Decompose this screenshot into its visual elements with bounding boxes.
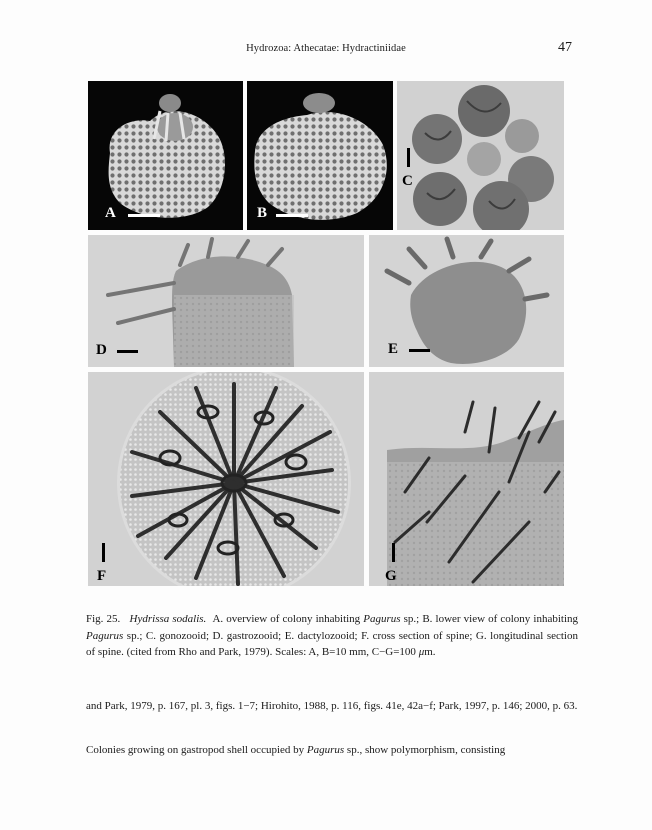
scale-bar-c <box>407 148 410 167</box>
caption-fig-label: Fig. 25. <box>86 613 121 625</box>
caption-text-3: sp.; C. gonozooid; D. gastrozooid; E. dactylozooid; F. cross section of spine; G. longitudinal section of spine. (cited from Rho and Park, 1979). Scales: A, B=10 mm, C−G=100 <box>86 629 578 658</box>
colony-photo-b <box>247 81 393 230</box>
scale-bar-f <box>102 543 105 562</box>
figure-panel-a <box>88 81 243 230</box>
panel-label-c: C <box>402 173 413 189</box>
scale-bar-e <box>409 349 430 352</box>
figure-panel-e <box>369 235 564 367</box>
scale-bar-g <box>392 543 395 562</box>
caption-text-2: sp.; B. lower view of colony inhabiting <box>400 613 579 625</box>
caption-genus-1: Pagurus <box>363 613 401 625</box>
dactylozooid-photo <box>369 235 564 367</box>
scale-bar-d <box>117 350 138 353</box>
caption-unit-mu: μ <box>418 646 425 658</box>
gonozooid-photo <box>397 81 564 230</box>
panel-label-e: E <box>388 341 399 357</box>
body-text-start: Colonies growing on gastropod shell occupied by <box>86 744 307 756</box>
panel-label-a: A <box>105 205 116 221</box>
gastrozooid-photo <box>88 235 364 367</box>
scale-bar-b <box>276 214 308 217</box>
figure-panel-c <box>397 81 564 230</box>
panel-label-d: D <box>96 342 107 358</box>
caption-genus-2: Pagurus <box>86 629 124 642</box>
running-head: Hydrozoa: Athecatae: Hydractiniidae <box>246 43 406 54</box>
scale-bar-a <box>128 214 160 217</box>
page-number: 47 <box>558 40 572 55</box>
figure-caption <box>86 611 578 661</box>
figure-panel-b <box>247 81 393 230</box>
spine-longitudinal-section-photo <box>369 372 564 586</box>
body-paragraph-description <box>86 742 578 759</box>
panel-label-f: F <box>97 568 107 584</box>
body-paragraph-references: and Park, 1979, p. 167, pl. 3, figs. 1−7; Hirohito, 1988, p. 116, figs. 41e, 42a−f; Park, 1997, p. 146; 2000, p. 63. <box>86 700 578 712</box>
caption-text-1: A. overview of colony inhabiting <box>212 613 364 625</box>
panel-label-b: B <box>257 205 268 221</box>
spine-cross-section-photo <box>88 372 364 586</box>
panel-label-g: G <box>385 568 397 584</box>
caption-species: Hydrissa sodalis. <box>129 613 207 625</box>
figure-panel-d <box>88 235 364 367</box>
figure-panel-g <box>369 372 564 586</box>
body-genus: Pagurus <box>306 744 345 756</box>
figure-panel-f <box>88 372 364 586</box>
body-text-end: sp., show polymorphism, consisting <box>344 744 506 756</box>
caption-unit-m: m. <box>424 646 436 658</box>
